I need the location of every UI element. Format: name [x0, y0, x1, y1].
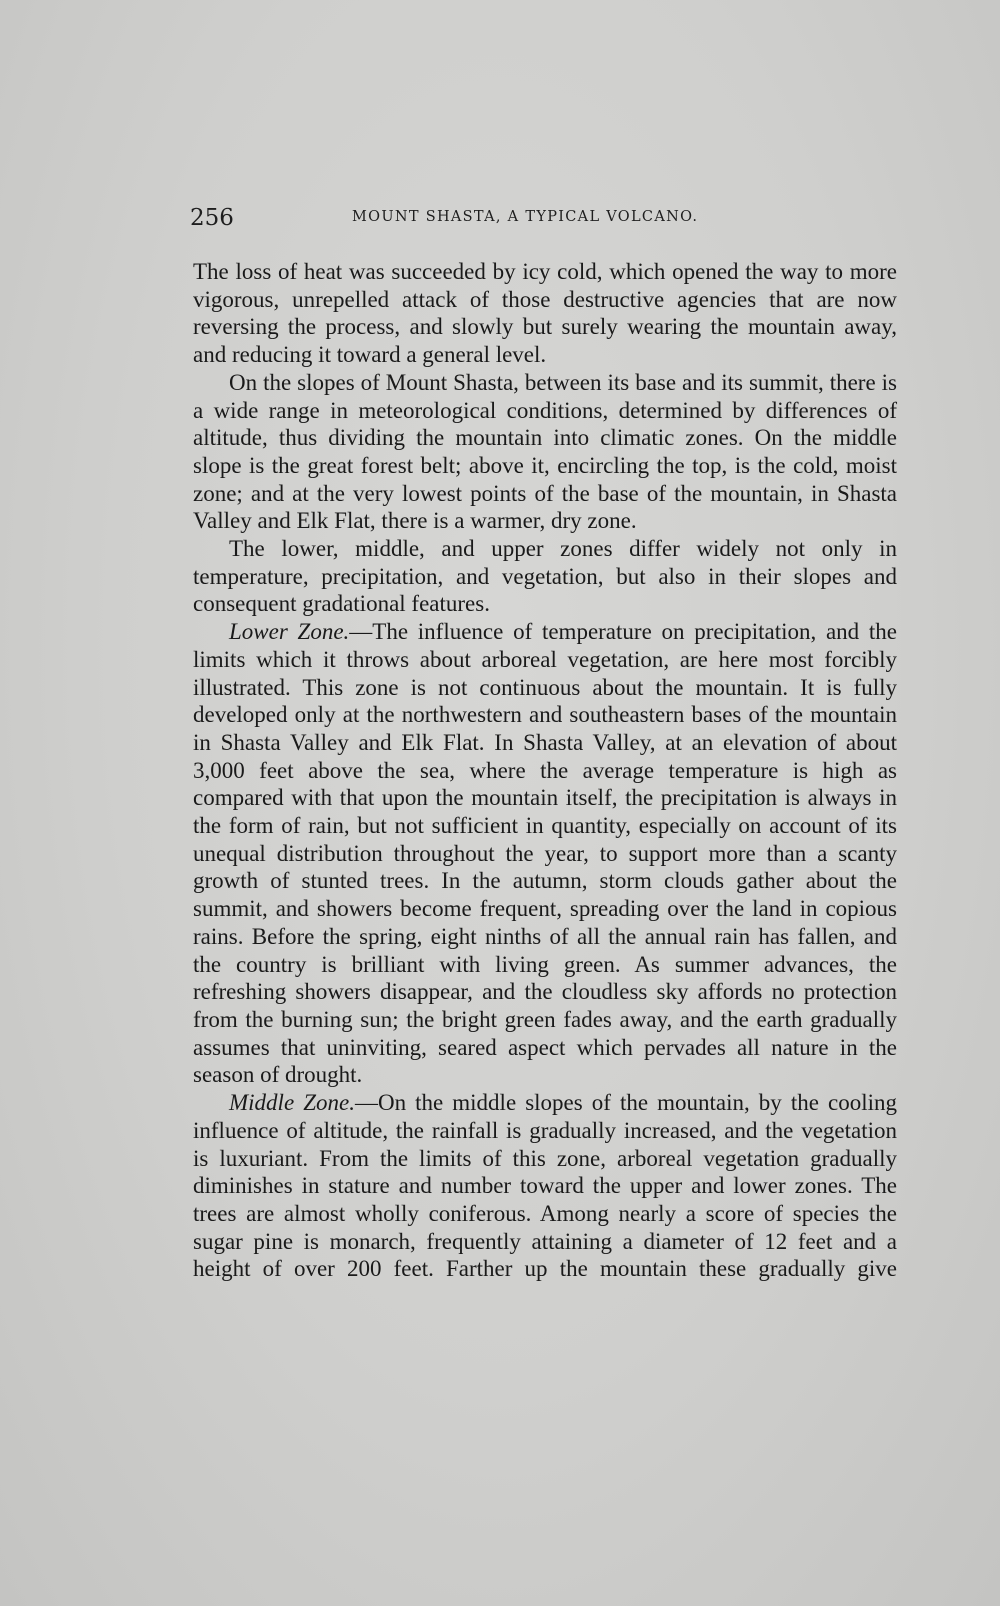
side-heading-lower-zone: Lower Zone. — [229, 619, 350, 645]
paragraph-text: On the slopes of Mount Shasta, between its base and its summit, there is a wide range in meteorological conditions, determined by differences of altitude, thus dividing the mountain into climatic zones. On the middle slope is the great forest belt; above it, encircling the top, is the cold, moist zone; and at the very lowest points of the base of the mountain, in Shasta Valley and Elk Flat, there is a warmer, dry zone. — [193, 369, 897, 534]
body-text — [193, 258, 897, 1283]
paragraph-zones — [193, 535, 897, 618]
paragraph-text: The loss of heat was succeeded by icy cold, which opened the way to more vigorous, unrepelled attack of those destructive agencies that are now reversing the process, and slowly but surely wearing the mountain away, and reducing it toward a general level. — [193, 259, 897, 368]
em-dash: — — [354, 1090, 378, 1116]
paragraph-loss-of-heat — [193, 258, 897, 369]
em-dash: — — [349, 619, 373, 645]
paragraph-slopes — [193, 369, 897, 535]
page-number: 256 — [190, 205, 234, 231]
side-heading-middle-zone: Middle Zone. — [229, 1090, 355, 1116]
running-head — [190, 205, 890, 233]
paragraph-lower-zone — [193, 618, 897, 1089]
running-title: MOUNT SHASTA, A TYPICAL VOLCANO. — [352, 209, 699, 225]
paragraph-middle-zone — [193, 1089, 897, 1283]
paragraph-text: On the middle slopes of the mountain, by the cooling influence of altitude, the rainfall is gradually increased, and the vegetation is luxuriant. From the limits of this zone, arboreal vegetation gradually diminishes in stature and number toward the upper and lower zones. The trees are almost wholly coniferous. Among nearly a score of species the sugar pine is monarch, frequently attaining a diameter of 12 feet and a height of over 200 feet. Farther up the mountain these gradually give — [193, 1090, 897, 1282]
paragraph-text: The lower, middle, and upper zones differ widely not only in temperature, precipitation, and vegetation, but also in their slopes and consequent gradational features. — [193, 536, 897, 617]
paragraph-text: The influence of temperature on precipitation, and the limits which it throws about arboreal vegetation, are here most forcibly illustrated. This zone is not continuous about the mountain. It is fully developed only at the northwestern and southeastern bases of the mountain in Shasta Valley and Elk Flat. In Shasta Valley, at an elevation of about 3,000 feet above the sea, where the average temperature is high as compared with that upon the mountain itself, the precipitation is always in the form of rain, but not sufficient in quantity, especially on account of its unequal distribution throughout the year, to support more than a scanty growth of stunted trees. In the autumn, storm clouds gather about the summit, and showers become frequent, spreading over the land in copious rains. Before the spring, eight ninths of all the annual rain has fallen, and the country is brilliant with living green. As summer advances, the refreshing showers disappear, and the cloudless sky affords no protection from the burning sun; the bright green fades away, and the earth gradually assumes that uninviting, seared aspect which pervades all nature in the season of drought. — [193, 619, 897, 1088]
